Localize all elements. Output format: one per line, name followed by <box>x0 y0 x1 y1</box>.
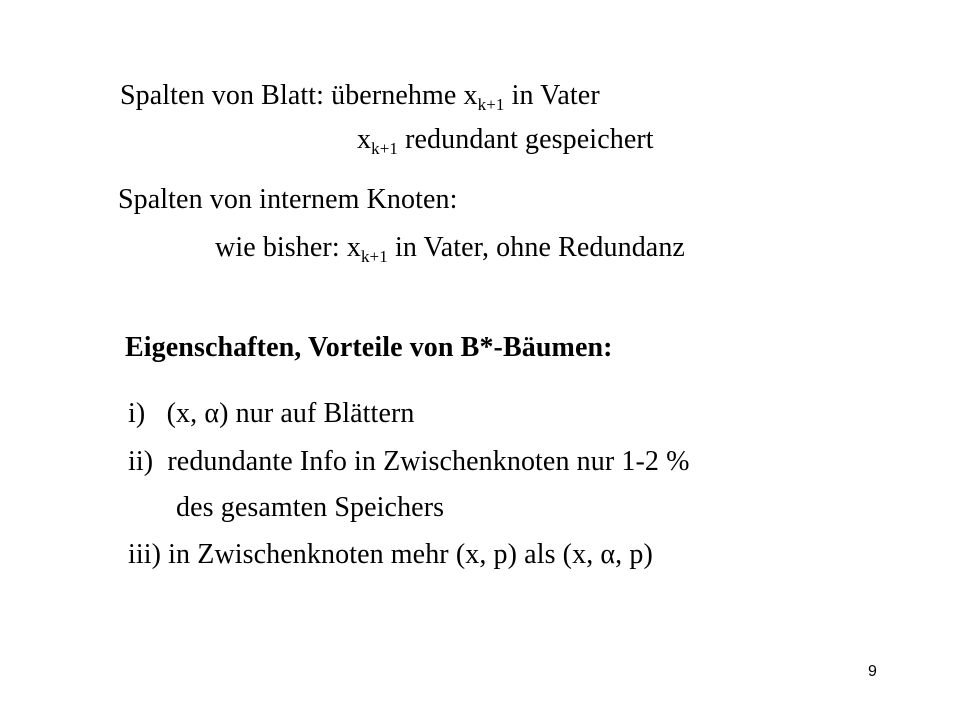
internal-split-detail <box>215 232 685 266</box>
leaf-split-label: Spalten von Blatt: übernehme <box>120 80 464 111</box>
internal-detail-subscript: k+1 <box>360 247 388 266</box>
internal-detail-prefix: wie bisher: <box>215 232 347 263</box>
leaf-note-subscript: k+1 <box>371 139 398 158</box>
page-number: 9 <box>868 663 877 680</box>
property-item-2: ii) redundante Info in Zwischenknoten nur 1-2 % <box>128 446 690 477</box>
leaf-split-variable: x <box>463 80 478 111</box>
internal-detail-variable: x <box>346 232 361 263</box>
leaf-split-line <box>120 80 600 114</box>
internal-split-label: Spalten von internem Knoten: <box>118 184 458 215</box>
leaf-split-rest: in Vater <box>504 80 600 111</box>
internal-detail-rest: in Vater, ohne Redundanz <box>387 232 685 263</box>
properties-heading: Eigenschaften, Vorteile von B*-Bäumen: <box>125 332 613 363</box>
property-item-1: i) (x, α) nur auf Blättern <box>128 398 415 429</box>
property-item-3: iii) in Zwischenknoten mehr (x, p) als (x, α, p) <box>128 539 653 570</box>
leaf-note-rest: redundant gespeichert <box>398 124 654 155</box>
leaf-split-subscript: k+1 <box>477 95 505 114</box>
leaf-note-variable: x <box>357 124 372 155</box>
property-item-2-continuation: des gesamten Speichers <box>176 492 445 523</box>
leaf-split-note <box>357 124 654 158</box>
